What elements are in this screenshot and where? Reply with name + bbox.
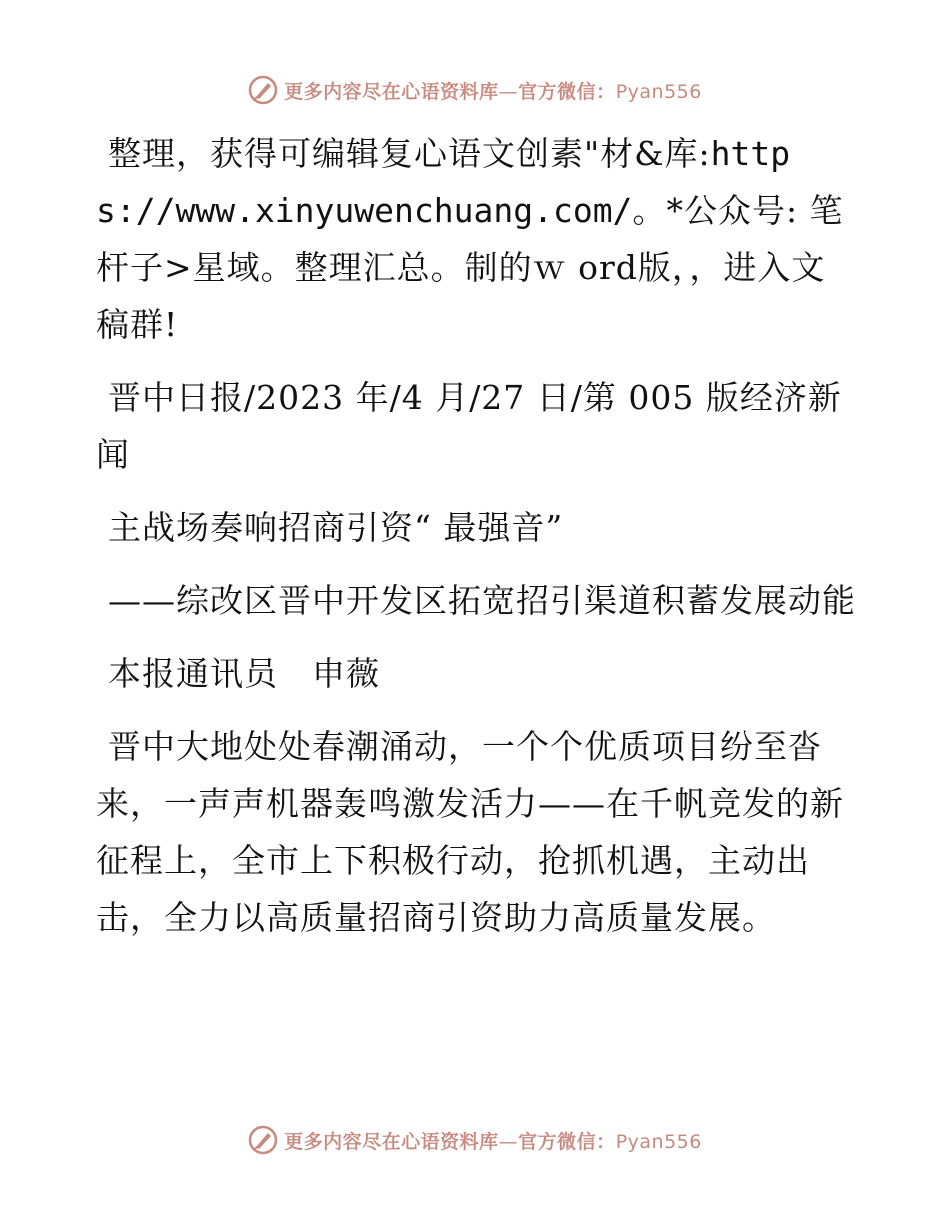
source-url: https://www.xinyuwenchuang.com/ <box>96 134 791 230</box>
article-body-paragraph: 晋中大地处处春潮涌动，一个个优质项目纷至沓来，一声声机器轰鸣激发活力——在千帆竞发的新征程上，全市上下积极行动，抢抓机遇，主动出击，全力以高质量招商引资助力高质量发展。 <box>96 727 844 937</box>
watermark-text: 更多内容尽在心语资料库—官方微信：Pyan556 <box>284 1130 702 1153</box>
quill-seal-icon <box>248 1125 278 1155</box>
article-subtitle: ——综改区晋中开发区拓宽招引渠道积蓄发展动能 <box>108 581 856 620</box>
publication-line: 晋中日报/2023 年/4 月/27 日/第 005 版经济新闻 <box>96 378 842 474</box>
article-title: 主战场奏响招商引资“ 最强音” <box>108 508 564 547</box>
footer-watermark-banner <box>0 1120 950 1160</box>
document-body <box>96 125 856 962</box>
watermark-text: 更多内容尽在心语资料库—官方微信：Pyan556 <box>284 80 702 103</box>
article-byline: 本报通讯员 申薇 <box>108 654 380 693</box>
quill-seal-icon <box>248 75 278 105</box>
header-watermark-banner <box>0 70 950 110</box>
source-note-paragraph: 整理，获得可编辑复心语文创素"材&库:https://www.xinyuwenchuang.com/。*公众号: 笔杆子>星域。整理汇总。制的ｗ ord版，，进入文稿群! <box>96 134 844 344</box>
